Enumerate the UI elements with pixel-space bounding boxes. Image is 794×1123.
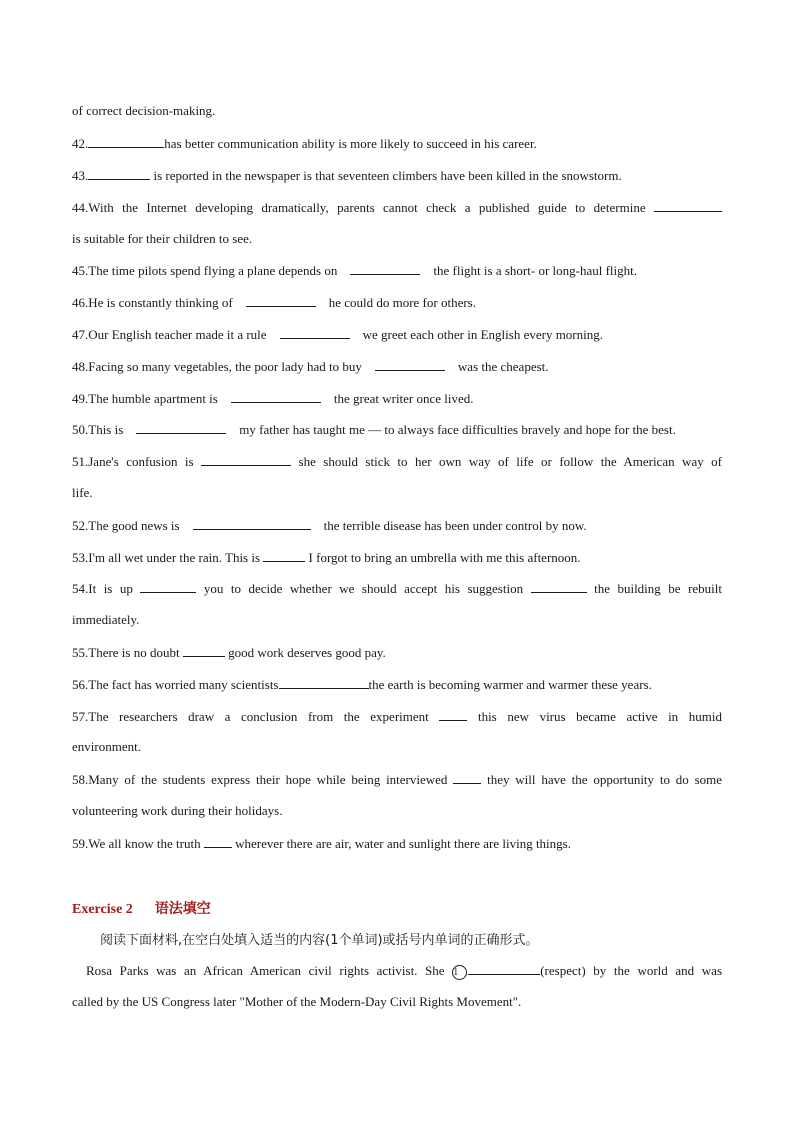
answer-blank[interactable] bbox=[136, 421, 226, 434]
answer-blank[interactable] bbox=[88, 167, 150, 180]
question-51: 51.Jane's confusion is she should stick to her own way of life or follow the American way of bbox=[72, 454, 722, 469]
question-42: 42. has better communication ability is more likely to succeed in his career. bbox=[72, 136, 537, 151]
answer-blank[interactable] bbox=[375, 358, 445, 371]
question-46: 46.He is constantly thinking of he could do more for others. bbox=[72, 295, 476, 310]
question-50: 50.This is my father has taught me — to always face difficulties bravely and hope for the best. bbox=[72, 422, 676, 437]
question-49: 49.The humble apartment is the great writer once lived. bbox=[72, 391, 474, 406]
question-58-cont: volunteering work during their holidays. bbox=[72, 803, 283, 818]
answer-blank[interactable] bbox=[531, 580, 587, 593]
question-44: 44.With the Internet developing dramatically, parents cannot check a published guide to determine bbox=[72, 199, 722, 216]
question-54-cont: immediately. bbox=[72, 612, 140, 627]
question-57: 57.The researchers draw a conclusion from the experiment this new virus became active in humid bbox=[72, 709, 722, 724]
intro-line: of correct decision-making. bbox=[72, 103, 216, 118]
question-54: 54.It is up you to decide whether we should accept his suggestion the building be rebuilt bbox=[72, 581, 722, 596]
exercise-label: Exercise 2 bbox=[72, 902, 133, 917]
answer-blank[interactable] bbox=[204, 835, 232, 848]
question-52: 52.The good news is the terrible disease has been under control by now. bbox=[72, 518, 587, 533]
passage-line-2: called by the US Congress later "Mother of the Modern-Day Civil Rights Movement". bbox=[72, 994, 522, 1009]
question-43: 43. is reported in the newspaper is that seventeen climbers have been killed in the snowstorm. bbox=[72, 168, 622, 183]
question-51-cont: life. bbox=[72, 485, 93, 500]
answer-blank[interactable] bbox=[453, 771, 481, 784]
question-45: 45.The time pilots spend flying a plane depends on the flight is a short- or long-haul flight. bbox=[72, 263, 638, 278]
answer-blank[interactable] bbox=[140, 580, 196, 593]
question-56: 56.The fact has worried many scientists the earth is becoming warmer and warmer these years. bbox=[72, 677, 652, 692]
answer-blank[interactable] bbox=[201, 453, 291, 466]
answer-blank[interactable] bbox=[439, 708, 467, 721]
question-55: 55.There is no doubt good work deserves good pay. bbox=[72, 645, 386, 660]
question-48: 48.Facing so many vegetables, the poor lady had to buy was the cheapest. bbox=[72, 359, 549, 374]
passage-line-1: Rosa Parks was an African American civil rights activist. She 1 (respect) by the world and was bbox=[86, 963, 723, 978]
answer-blank[interactable] bbox=[183, 644, 225, 657]
question-58: 58.Many of the students express their hope while being interviewed they will have the opportunity to do some bbox=[72, 772, 723, 787]
answer-blank[interactable] bbox=[654, 199, 722, 212]
exercise-heading bbox=[72, 898, 211, 918]
answer-blank[interactable] bbox=[350, 262, 420, 275]
exercise-instruction: 阅读下面材料,在空白处填入适当的内容(1个单词)或括号内单词的正确形式。 bbox=[100, 933, 539, 948]
question-57-cont: environment. bbox=[72, 739, 141, 754]
answer-blank[interactable] bbox=[263, 549, 305, 562]
blank-number-circle: 1 bbox=[452, 965, 467, 980]
answer-blank[interactable] bbox=[231, 390, 321, 403]
answer-blank[interactable] bbox=[280, 326, 350, 339]
exercise-title: 语法填空 bbox=[154, 901, 211, 917]
answer-blank[interactable] bbox=[246, 294, 316, 307]
question-53: 53.I'm all wet under the rain. This is I forgot to bring an umbrella with me this afternoon. bbox=[72, 550, 581, 565]
question-47: 47.Our English teacher made it a rule we greet each other in English every morning. bbox=[72, 327, 603, 342]
answer-blank[interactable] bbox=[193, 517, 311, 530]
answer-blank[interactable] bbox=[88, 135, 164, 148]
answer-blank[interactable] bbox=[279, 676, 369, 689]
question-44-cont: is suitable for their children to see. bbox=[72, 231, 253, 246]
answer-blank[interactable] bbox=[468, 962, 540, 975]
question-59: 59.We all know the truth wherever there are air, water and sunlight there are living things. bbox=[72, 836, 571, 851]
